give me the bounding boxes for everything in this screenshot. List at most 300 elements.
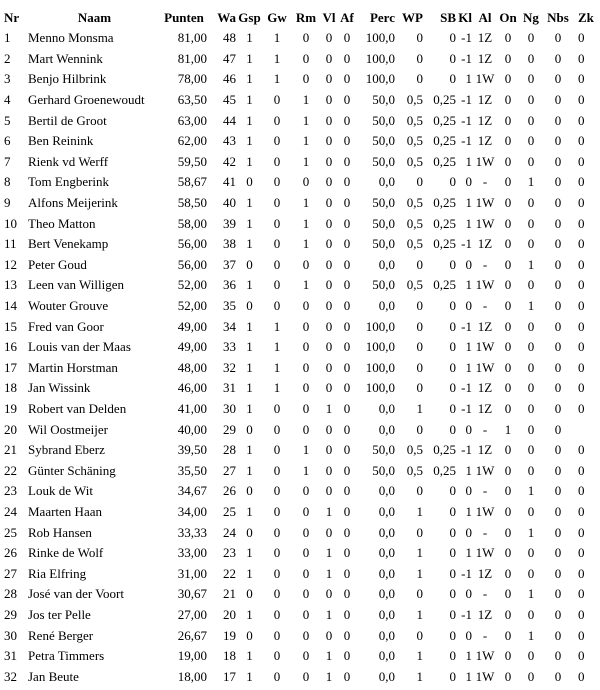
cell-kl: -1	[461, 606, 472, 622]
cell-zk: 0	[578, 215, 585, 231]
cell-al: 1W	[475, 503, 495, 519]
table-row	[0, 337, 600, 358]
cell-wp: 0	[416, 174, 423, 190]
cell-ng: 0	[527, 215, 535, 231]
cell-zk: 0	[578, 400, 585, 416]
cell-gw: 1	[273, 30, 281, 46]
cell-sb: 0	[449, 668, 456, 684]
cell-nr: 32	[4, 668, 17, 684]
cell-wa: 39	[223, 215, 236, 231]
cell-ng: 0	[527, 545, 535, 561]
cell-al: 1Z	[477, 30, 493, 46]
cell-rm: 0	[302, 503, 310, 519]
cell-kl: 0	[465, 256, 472, 272]
cell-ng: 0	[527, 442, 535, 458]
cell-punten: 78,00	[177, 71, 207, 87]
cell-af: 0	[343, 71, 351, 87]
cell-kl: 1	[465, 648, 472, 664]
cell-sb: 0	[449, 503, 456, 519]
cell-al: -	[482, 298, 488, 314]
cell-nbs: 0	[554, 586, 562, 602]
table-row	[0, 378, 600, 399]
cell-af: 0	[343, 112, 351, 128]
cell-perc: 0,0	[378, 298, 395, 314]
cell-wp: 0	[416, 30, 423, 46]
cell-nbs: 0	[554, 442, 562, 458]
cell-sb: 0	[449, 30, 456, 46]
cell-rm: 0	[302, 483, 310, 499]
cell-wp: 0,5	[406, 277, 423, 293]
cell-sb: 0	[449, 174, 456, 190]
cell-wa: 27	[223, 462, 236, 478]
cell-punten: 41,00	[177, 400, 207, 416]
cell-nbs: 0	[554, 524, 562, 540]
cell-rm: 0	[302, 380, 310, 396]
table-row	[0, 172, 600, 193]
cell-kl: 1	[465, 339, 472, 355]
cell-perc: 100,0	[365, 339, 395, 355]
cell-gw: 0	[273, 174, 281, 190]
cell-rm: 0	[302, 421, 310, 437]
cell-vl: 1	[325, 668, 333, 684]
cell-gw: 0	[273, 565, 281, 581]
cell-wp: 0,5	[406, 195, 423, 211]
cell-wp: 0,5	[406, 462, 423, 478]
cell-ng: 1	[527, 524, 535, 540]
cell-punten: 18,00	[177, 668, 207, 684]
cell-wa: 38	[223, 236, 236, 252]
cell-wp: 1	[416, 648, 423, 664]
cell-wp: 0,5	[406, 92, 423, 108]
cell-perc: 100,0	[365, 359, 395, 375]
cell-gw: 0	[273, 92, 281, 108]
cell-al: -	[482, 421, 488, 437]
cell-wa: 44	[223, 112, 236, 128]
cell-punten: 56,00	[177, 256, 207, 272]
cell-nr: 29	[4, 606, 17, 622]
column-header-gsp: Gsp	[238, 10, 261, 25]
cell-punten: 34,00	[177, 503, 207, 519]
cell-nr: 10	[4, 215, 17, 231]
cell-kl: 1	[465, 359, 472, 375]
cell-rm: 0	[302, 648, 310, 664]
cell-perc: 0,0	[378, 400, 395, 416]
cell-wa: 45	[223, 92, 236, 108]
cell-al: 1W	[475, 545, 495, 561]
table-row	[0, 275, 600, 296]
cell-rm: 1	[302, 462, 310, 478]
cell-ng: 0	[527, 648, 535, 664]
column-header-sb: SB	[440, 10, 456, 25]
cell-ng: 1	[527, 174, 535, 190]
cell-punten: 31,00	[177, 565, 207, 581]
cell-sb: 0,25	[433, 133, 456, 149]
cell-kl: 0	[465, 483, 472, 499]
cell-kl: -1	[461, 50, 472, 66]
cell-naam: Robert van Delden	[28, 400, 127, 416]
cell-ng: 0	[527, 71, 535, 87]
cell-punten: 52,00	[177, 298, 207, 314]
cell-al: 1W	[475, 648, 495, 664]
cell-nbs: 0	[554, 133, 562, 149]
cell-nr: 26	[4, 545, 17, 561]
cell-al: 1W	[475, 668, 495, 684]
cell-zk: 0	[578, 153, 585, 169]
cell-nbs: 0	[554, 195, 562, 211]
cell-perc: 0,0	[378, 483, 395, 499]
cell-ng: 0	[527, 400, 535, 416]
cell-sb: 0	[449, 421, 456, 437]
cell-wa: 41	[223, 174, 236, 190]
cell-nr: 19	[4, 400, 17, 416]
table-row	[0, 28, 600, 49]
cell-gsp: 1	[246, 339, 253, 355]
table-row	[0, 49, 600, 70]
cell-al: -	[482, 586, 488, 602]
cell-zk: 0	[578, 503, 585, 519]
cell-al: 1W	[475, 153, 495, 169]
cell-gw: 0	[273, 215, 281, 231]
cell-al: 1W	[475, 195, 495, 211]
cell-wp: 1	[416, 503, 423, 519]
cell-nbs: 0	[554, 298, 562, 314]
cell-punten: 34,67	[177, 483, 207, 499]
table-row	[0, 234, 600, 255]
cell-gsp: 1	[246, 50, 253, 66]
cell-nr: 3	[4, 71, 11, 87]
table-row	[0, 522, 600, 543]
cell-nr: 5	[4, 112, 11, 128]
cell-ng: 0	[527, 380, 535, 396]
cell-gsp: 1	[246, 359, 253, 375]
table-row	[0, 131, 600, 152]
cell-zk: 0	[578, 112, 585, 128]
cell-gsp: 1	[246, 462, 253, 478]
cell-af: 0	[343, 421, 351, 437]
cell-zk: 0	[578, 92, 585, 108]
cell-ng: 0	[527, 606, 535, 622]
cell-gw: 0	[273, 256, 281, 272]
cell-gw: 1	[273, 318, 281, 334]
cell-vl: 0	[325, 277, 333, 293]
cell-al: 1Z	[477, 442, 493, 458]
cell-ng: 0	[527, 668, 535, 684]
cell-sb: 0	[449, 50, 456, 66]
table-row	[0, 502, 600, 523]
cell-nr: 20	[4, 421, 17, 437]
cell-rm: 1	[302, 442, 310, 458]
cell-al: 1W	[475, 71, 495, 87]
column-header-naam: Naam	[77, 10, 112, 25]
cell-naam: Rob Hansen	[28, 524, 92, 540]
cell-naam: Bertil de Groot	[28, 112, 107, 128]
cell-vl: 0	[325, 359, 333, 375]
cell-wa: 36	[223, 277, 236, 293]
cell-af: 0	[343, 92, 351, 108]
cell-ng: 1	[527, 586, 535, 602]
cell-zk	[572, 419, 600, 440]
cell-wp: 1	[416, 400, 423, 416]
cell-on: 0	[504, 359, 512, 375]
cell-wp: 0,5	[406, 112, 423, 128]
cell-al: 1W	[475, 339, 495, 355]
cell-perc: 0,0	[378, 565, 395, 581]
cell-gw: 0	[273, 503, 281, 519]
column-header-zk: Zk	[578, 10, 594, 25]
cell-perc: 50,0	[372, 442, 395, 458]
cell-gw: 0	[273, 400, 281, 416]
column-header-af: Af	[340, 10, 354, 25]
cell-on: 0	[504, 71, 512, 87]
cell-wa: 22	[223, 565, 236, 581]
cell-nr: 27	[4, 565, 17, 581]
cell-vl: 1	[325, 400, 333, 416]
cell-nbs: 0	[554, 256, 562, 272]
cell-nbs: 0	[554, 627, 562, 643]
cell-punten: 58,67	[177, 174, 207, 190]
column-header-nbs: Nbs	[547, 10, 569, 25]
cell-wa: 18	[223, 648, 236, 664]
cell-af: 0	[343, 648, 351, 664]
cell-zk: 0	[578, 606, 585, 622]
cell-wa: 23	[223, 545, 236, 561]
table-row	[0, 563, 600, 584]
cell-gsp: 1	[246, 668, 253, 684]
cell-perc: 100,0	[365, 30, 395, 46]
cell-kl: -1	[461, 133, 472, 149]
cell-kl: 0	[465, 174, 472, 190]
cell-nr: 18	[4, 380, 17, 396]
cell-rm: 0	[302, 606, 310, 622]
cell-zk: 0	[578, 298, 585, 314]
cell-kl: 1	[465, 195, 472, 211]
table-row	[0, 625, 600, 646]
cell-zk: 0	[578, 30, 585, 46]
cell-on: 0	[504, 627, 512, 643]
cell-nbs: 0	[554, 236, 562, 252]
cell-perc: 100,0	[365, 380, 395, 396]
cell-perc: 100,0	[365, 318, 395, 334]
cell-nbs: 0	[554, 92, 562, 108]
table-row	[0, 584, 600, 605]
cell-vl: 0	[325, 421, 333, 437]
cell-zk: 0	[578, 174, 585, 190]
cell-zk: 0	[578, 648, 585, 664]
cell-vl: 0	[325, 195, 333, 211]
cell-wp: 1	[416, 545, 423, 561]
cell-gsp: 1	[246, 133, 253, 149]
cell-gsp: 1	[246, 648, 253, 664]
cell-sb: 0,25	[433, 153, 456, 169]
cell-on: 0	[504, 236, 512, 252]
cell-on: 0	[504, 256, 512, 272]
cell-gsp: 1	[246, 545, 253, 561]
cell-on: 0	[504, 30, 512, 46]
cell-nbs: 0	[554, 565, 562, 581]
cell-on: 0	[504, 318, 512, 334]
cell-nbs: 0	[554, 277, 562, 293]
cell-gsp: 1	[246, 236, 253, 252]
cell-punten: 52,00	[177, 277, 207, 293]
cell-af: 0	[343, 462, 351, 478]
cell-gw: 0	[273, 462, 281, 478]
cell-af: 0	[343, 50, 351, 66]
table-row	[0, 460, 600, 481]
cell-wa: 42	[223, 153, 236, 169]
cell-af: 0	[343, 133, 351, 149]
cell-kl: 0	[465, 524, 472, 540]
cell-gw: 0	[273, 195, 281, 211]
cell-vl: 0	[325, 236, 333, 252]
cell-af: 0	[343, 503, 351, 519]
cell-kl: 1	[465, 503, 472, 519]
cell-kl: 1	[465, 215, 472, 231]
cell-naam: Benjo Hilbrink	[28, 71, 107, 87]
cell-gw: 0	[273, 133, 281, 149]
cell-perc: 0,0	[378, 545, 395, 561]
column-header-ng: Ng	[523, 10, 539, 25]
cell-kl: 1	[465, 153, 472, 169]
cell-gw: 1	[273, 359, 281, 375]
cell-gsp: 1	[246, 153, 253, 169]
cell-on: 0	[504, 92, 512, 108]
cell-punten: 33,33	[177, 524, 207, 540]
cell-zk: 0	[578, 256, 585, 272]
cell-vl: 1	[325, 545, 333, 561]
cell-zk: 0	[578, 236, 585, 252]
cell-vl: 1	[325, 648, 333, 664]
cell-perc: 0,0	[378, 524, 395, 540]
cell-vl: 0	[325, 71, 333, 87]
cell-nr: 6	[4, 133, 11, 149]
cell-sb: 0,25	[433, 215, 456, 231]
cell-nr: 17	[4, 359, 17, 375]
cell-vl: 0	[325, 133, 333, 149]
cell-gw: 0	[273, 421, 281, 437]
cell-al: 1Z	[477, 236, 493, 252]
cell-nr: 11	[4, 236, 17, 252]
cell-perc: 100,0	[365, 71, 395, 87]
cell-naam: Tom Engberink	[28, 174, 110, 190]
cell-gsp: 1	[246, 71, 253, 87]
cell-kl: -1	[461, 442, 472, 458]
cell-punten: 46,00	[177, 380, 207, 396]
cell-zk: 0	[578, 71, 585, 87]
cell-sb: 0,25	[433, 442, 456, 458]
cell-wa: 37	[223, 256, 236, 272]
cell-af: 0	[343, 442, 351, 458]
cell-wa: 20	[223, 606, 236, 622]
cell-zk: 0	[578, 524, 585, 540]
cell-on: 1	[504, 421, 512, 437]
cell-vl: 0	[325, 298, 333, 314]
cell-sb: 0	[449, 545, 456, 561]
cell-wa: 25	[223, 503, 236, 519]
cell-zk: 0	[578, 668, 585, 684]
cell-sb: 0	[449, 606, 456, 622]
cell-on: 0	[504, 153, 512, 169]
cell-kl: -1	[461, 400, 472, 416]
cell-ng: 0	[527, 359, 535, 375]
cell-gw: 0	[273, 277, 281, 293]
cell-nbs: 0	[554, 339, 562, 355]
cell-punten: 39,50	[177, 442, 207, 458]
cell-wp: 0	[416, 298, 423, 314]
cell-sb: 0	[449, 586, 456, 602]
cell-sb: 0	[449, 298, 456, 314]
cell-on: 0	[504, 462, 512, 478]
cell-nr: 8	[4, 174, 11, 190]
cell-punten: 56,00	[177, 236, 207, 252]
cell-rm: 1	[302, 236, 310, 252]
cell-zk: 0	[578, 442, 585, 458]
cell-punten: 30,67	[177, 586, 207, 602]
cell-nbs: 0	[554, 359, 562, 375]
cell-nbs: 0	[554, 462, 562, 478]
cell-gsp: 0	[246, 256, 253, 272]
cell-rm: 0	[302, 339, 310, 355]
cell-perc: 50,0	[372, 195, 395, 211]
cell-gsp: 1	[246, 277, 253, 293]
cell-rm: 1	[302, 112, 310, 128]
cell-gsp: 0	[246, 524, 253, 540]
cell-sb: 0	[449, 483, 456, 499]
cell-af: 0	[343, 606, 351, 622]
cell-rm: 0	[302, 586, 310, 602]
cell-zk: 0	[578, 195, 585, 211]
cell-nr: 14	[4, 298, 17, 314]
cell-naam: Bert Venekamp	[28, 236, 109, 252]
cell-on: 0	[504, 565, 512, 581]
cell-al: -	[482, 483, 488, 499]
cell-al: -	[482, 524, 488, 540]
cell-on: 0	[504, 277, 512, 293]
cell-rm: 0	[302, 318, 310, 334]
cell-ng: 0	[527, 318, 535, 334]
table-body	[0, 28, 600, 687]
cell-wa: 29	[223, 421, 236, 437]
cell-nbs: 0	[554, 30, 562, 46]
cell-rm: 0	[302, 524, 310, 540]
cell-nbs: 0	[554, 318, 562, 334]
cell-wa: 35	[223, 298, 236, 314]
cell-nr: 23	[4, 483, 17, 499]
cell-gsp: 0	[246, 586, 253, 602]
cell-wa: 34	[223, 318, 236, 334]
cell-al: 1Z	[477, 318, 493, 334]
cell-punten: 19,00	[177, 648, 207, 664]
cell-naam: José van der Voort	[28, 586, 124, 602]
cell-punten: 63,50	[177, 92, 207, 108]
cell-kl: -1	[461, 565, 472, 581]
cell-al: 1Z	[477, 133, 493, 149]
cell-wp: 0	[416, 71, 423, 87]
cell-perc: 50,0	[372, 215, 395, 231]
cell-naam: Ria Elfring	[28, 565, 87, 581]
cell-gw: 0	[273, 668, 281, 684]
cell-ng: 0	[527, 503, 535, 519]
cell-vl: 0	[325, 112, 333, 128]
cell-wp: 0	[416, 380, 423, 396]
cell-naam: Jan Beute	[28, 668, 79, 684]
cell-vl: 0	[325, 318, 333, 334]
cell-kl: -1	[461, 318, 472, 334]
cell-vl: 0	[325, 627, 333, 643]
cell-nr: 31	[4, 648, 17, 664]
cell-wp: 0,5	[406, 236, 423, 252]
cell-nr: 16	[4, 339, 17, 355]
cell-al: 1Z	[477, 565, 493, 581]
